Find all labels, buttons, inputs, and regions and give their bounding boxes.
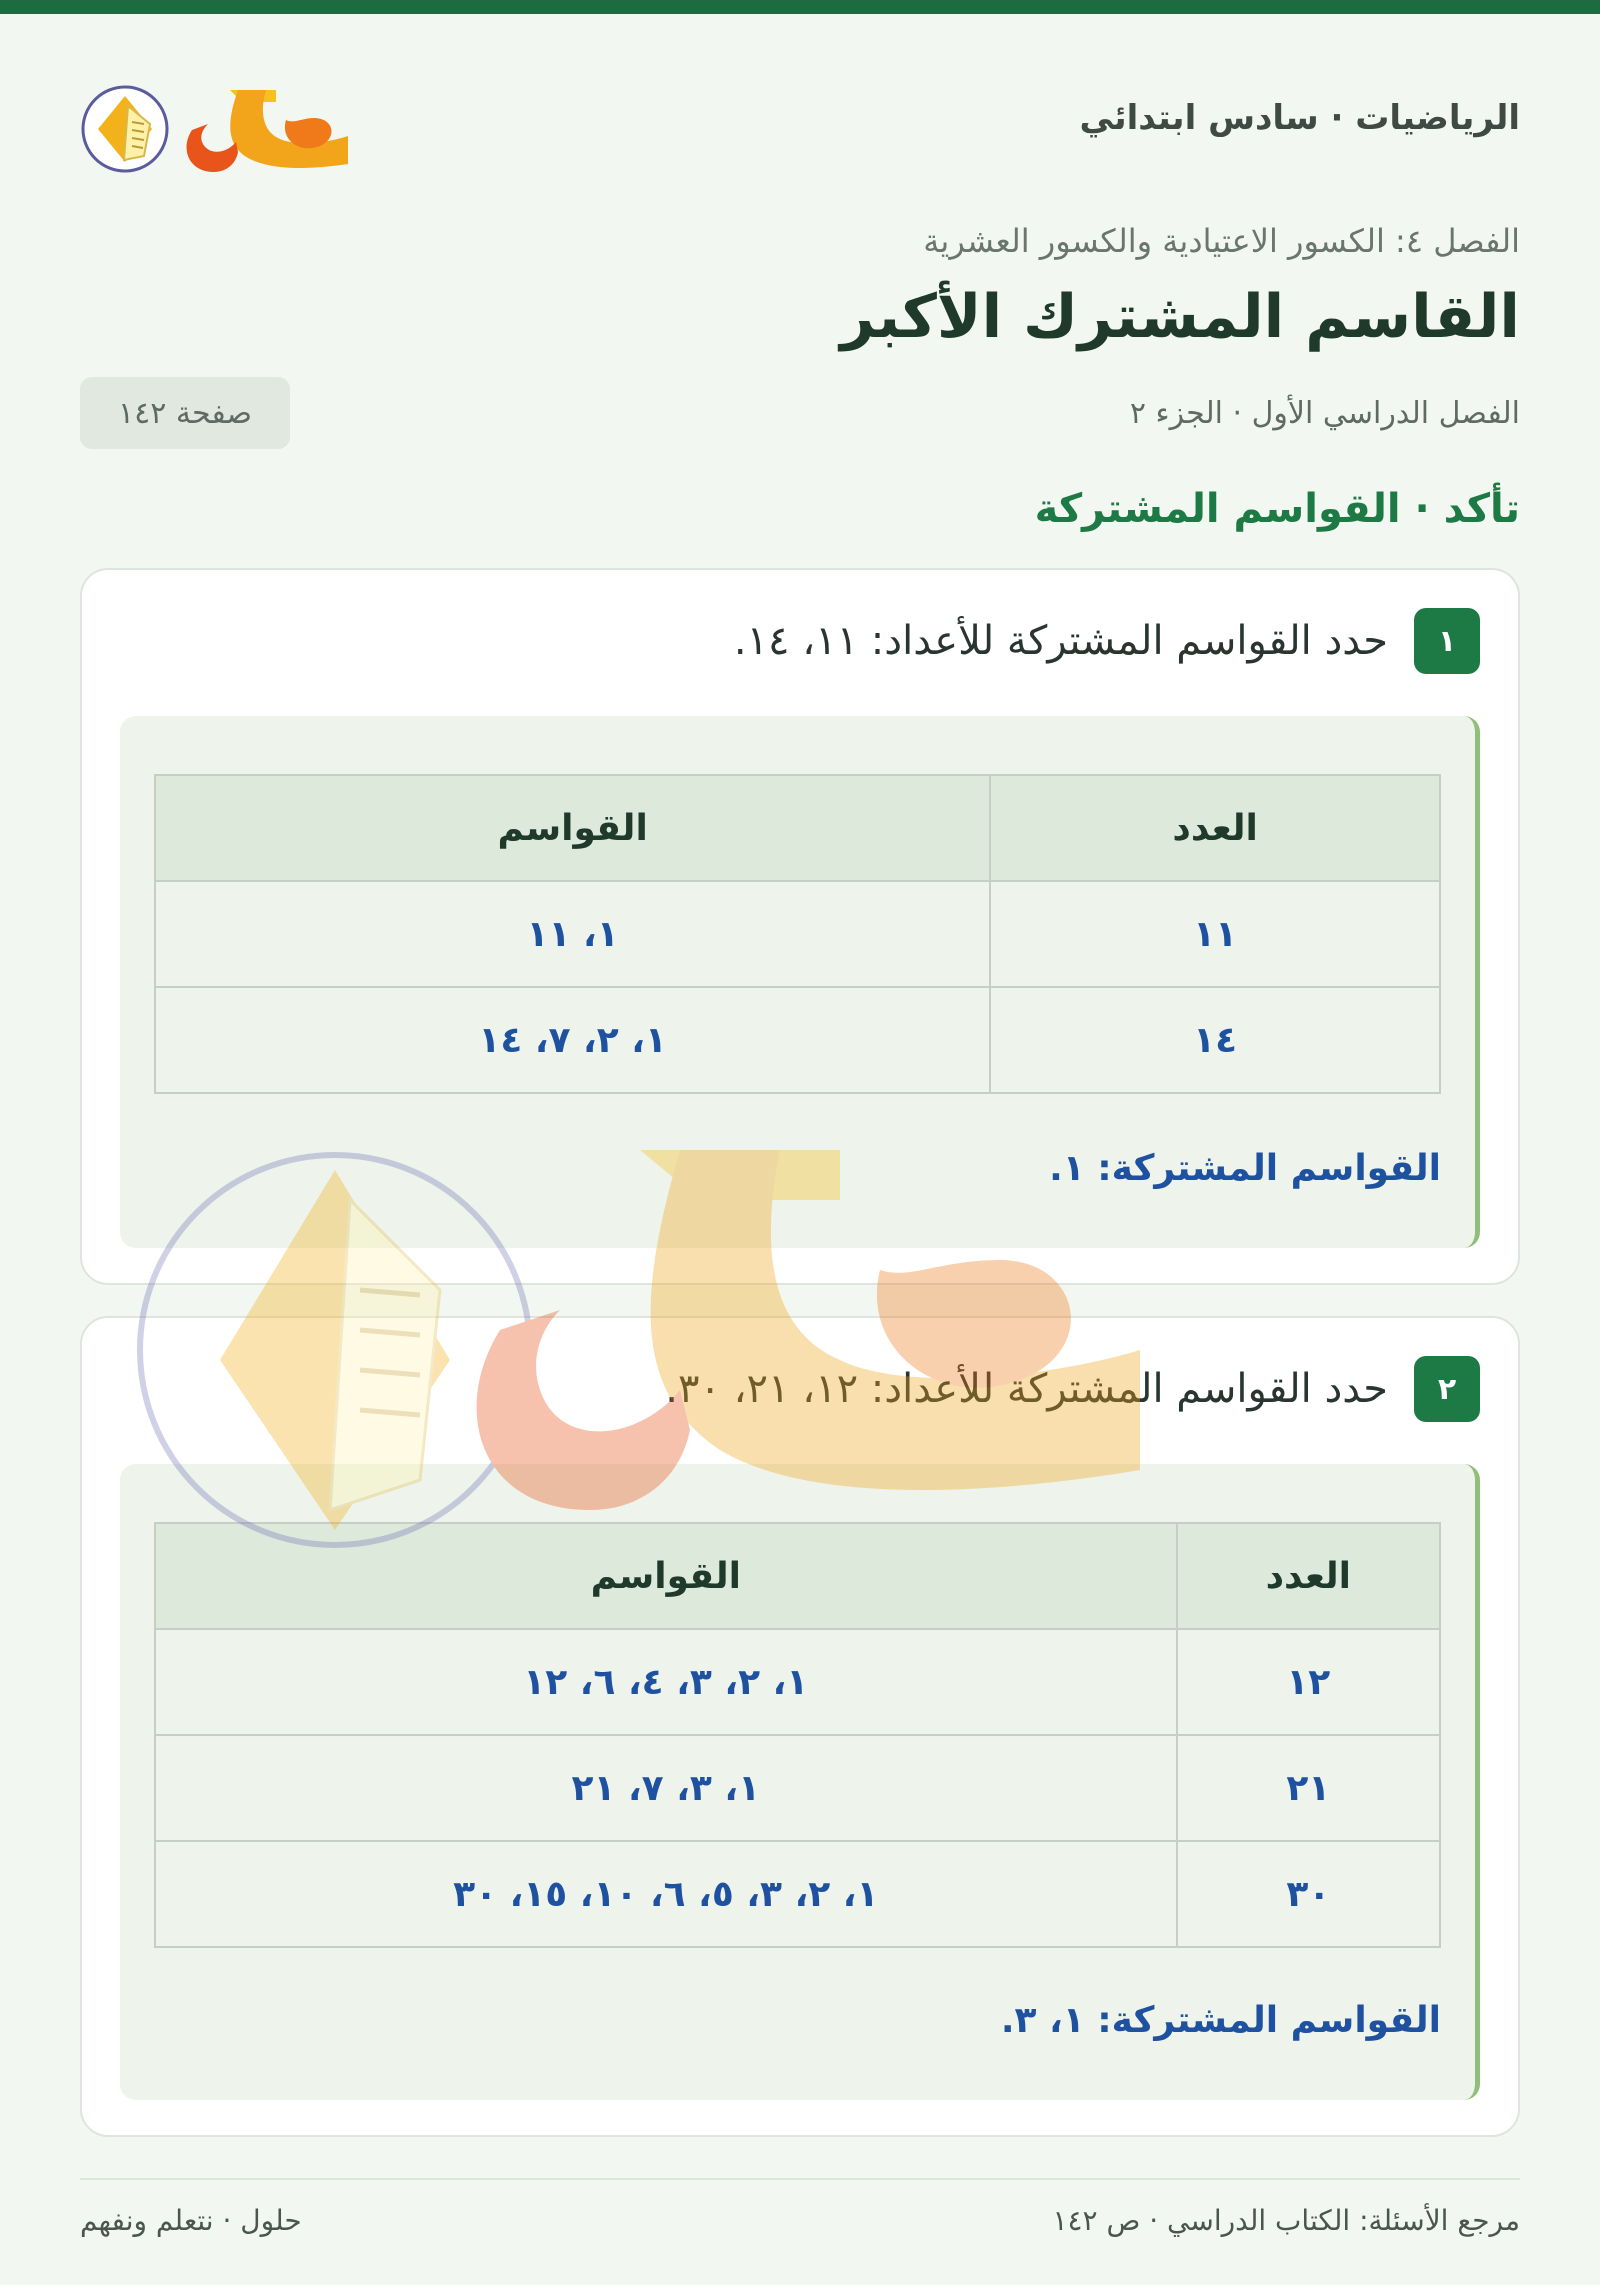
footer-brand: حلول · نتعلم ونفهم [80,2204,302,2237]
table-row [155,881,1440,987]
column-header-divisors: القواسم [155,775,990,881]
divisors-cell: ١، ٣، ٧، ٢١ [155,1735,1177,1841]
question-card-1 [80,568,1520,1285]
column-header-divisors: القواسم [155,1523,1177,1629]
number-cell: ٢١ [1177,1735,1440,1841]
table-row [155,987,1440,1093]
question-header [734,608,1480,674]
table-header-row [155,775,1440,881]
hulul-logo [80,84,360,184]
number-cell: ١٤ [990,987,1440,1093]
answer-box [120,716,1480,1248]
question-number-badge: ٢ [1414,1356,1480,1422]
footer-divider [80,2178,1520,2180]
top-bar [0,0,1600,14]
footer-source: مرجع الأسئلة: الكتاب الدراسي · ص ١٤٢ [1052,2204,1520,2237]
term-label: الفصل الدراسي الأول · الجزء ٢ [1129,396,1520,431]
column-header-number: العدد [1177,1523,1440,1629]
question-text: حدد القواسم المشتركة للأعداد: ١١، ١٤. [733,618,1388,664]
lesson-title: القاسم المشترك الأكبر [840,282,1520,352]
common-divisors-answer: القواسم المشتركة: ١. [1049,1148,1441,1189]
section-title: تأكد · القواسم المشتركة [1034,486,1520,532]
subject-label: الرياضيات · سادس ابتدائي [1079,98,1520,138]
table-row [155,1841,1440,1947]
table-header-row [155,1523,1440,1629]
question-text: حدد القواسم المشتركة للأعداد: ١٢، ٢١، ٣٠. [665,1366,1388,1412]
answer-box [120,1464,1480,2100]
number-cell: ١١ [990,881,1440,987]
divisors-cell: ١، ١١ [155,881,990,987]
divisors-cell: ١، ٢، ٣، ٤، ٦، ١٢ [155,1629,1177,1735]
number-cell: ٣٠ [1177,1841,1440,1947]
question-header [665,1356,1480,1422]
divisors-cell: ١، ٢، ٧، ١٤ [155,987,990,1093]
divisors-table [154,774,1441,1094]
divisors-table [154,1522,1441,1948]
table-row [155,1735,1440,1841]
chapter-label: الفصل ٤: الكسور الاعتيادية والكسور العشرية [923,222,1520,260]
table-row [155,1629,1440,1735]
number-cell: ١٢ [1177,1629,1440,1735]
column-header-number: العدد [990,775,1440,881]
divisors-cell: ١، ٢، ٣، ٥، ٦، ١٠، ١٥، ٣٠ [155,1841,1177,1947]
question-card-2 [80,1316,1520,2137]
question-number-badge: ١ [1414,608,1480,674]
common-divisors-answer: القواسم المشتركة: ١، ٣. [1000,2000,1441,2041]
page-header [80,84,1520,164]
page-number-badge: صفحة ١٤٢ [80,377,290,449]
